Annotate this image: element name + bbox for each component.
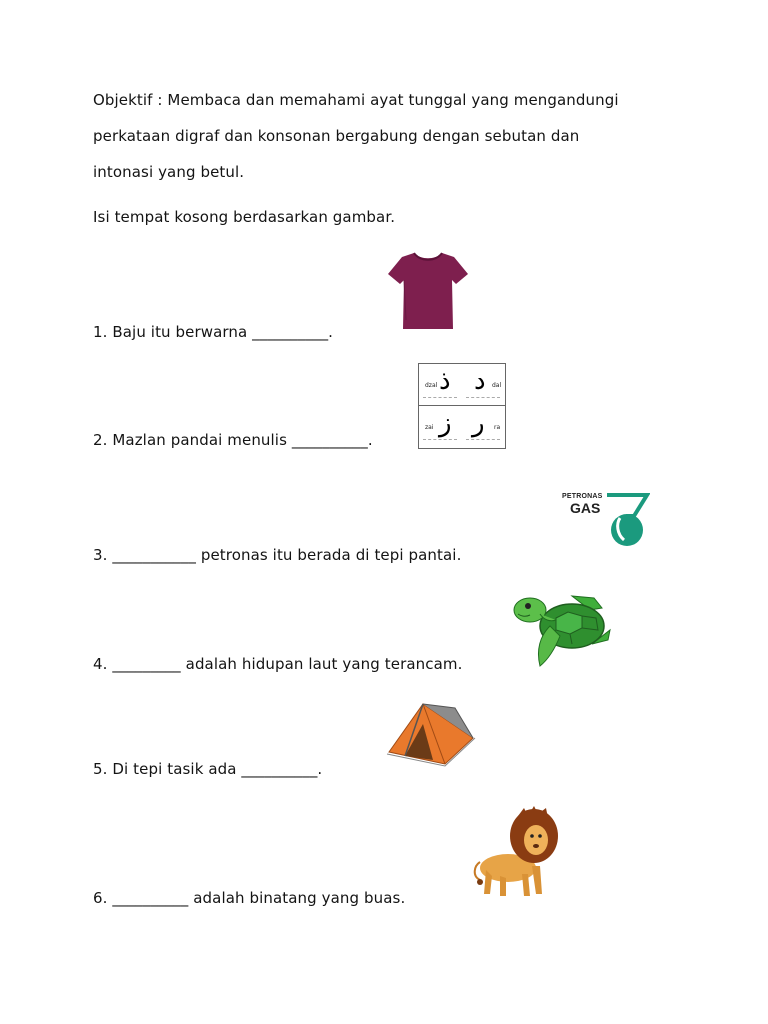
objective-line-3: intonasi yang betul. [93,163,245,181]
petronas-drop-icon [604,492,650,548]
arabic-letters-card [418,363,506,449]
petronas-gas-logo [558,490,654,550]
card-cell [462,406,504,446]
tshirt-icon [386,250,470,332]
guide-line [423,397,457,398]
turtle-icon [510,588,614,672]
logo-text-gas: GAS [570,500,601,516]
guide-line [466,397,500,398]
arabic-letter: ز [439,408,452,438]
card-cell [419,406,461,446]
question-3: 3. ___________ petronas itu berada di tepi pantai. [93,546,462,564]
card-cell [462,364,504,404]
letter-caption: dal [492,382,502,389]
question-6: 6. __________ adalah binatang yang buas. [93,889,406,907]
guide-line [466,439,500,440]
logo-text-petronas: PETRONAS [562,493,603,500]
question-1: 1. Baju itu berwarna __________. [93,323,334,341]
question-5: 5. Di tepi tasik ada __________. [93,760,323,778]
letter-caption: ra [494,424,501,431]
tent-icon [383,698,477,768]
objective-line-2: perkataan digraf dan konsonan bergabung dengan sebutan dan [93,127,580,145]
objective-line-1: Objektif : Membaca dan memahami ayat tunggal yang mengandungi [93,91,619,109]
instruction-text: Isi tempat kosong berdasarkan gambar. [93,208,396,226]
arabic-letter: ر [472,408,485,438]
question-2: 2. Mazlan pandai menulis __________. [93,431,373,449]
question-4: 4. _________ adalah hidupan laut yang terancam. [93,655,463,673]
card-cell [419,364,461,404]
lion-icon [470,806,564,900]
guide-line [423,439,457,440]
letter-caption: zai [425,424,434,431]
arabic-letter: د [474,366,486,396]
arabic-letter: ذ [439,366,451,396]
letter-caption: dzal [425,382,438,389]
